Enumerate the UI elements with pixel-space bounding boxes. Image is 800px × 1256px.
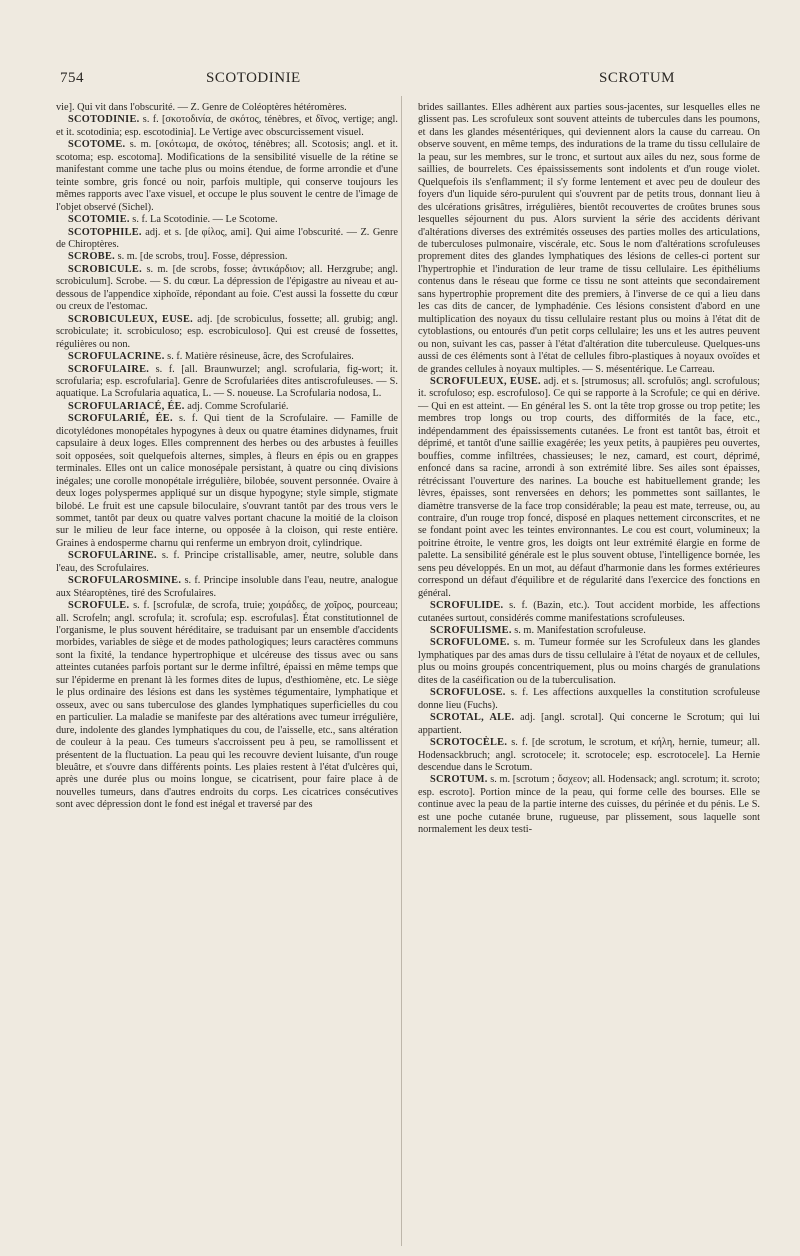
entry-text: s. f. [σκοτοδινία, de σκότος, ténèbres, et δῖνος, vertige; angl. et it. scotodinia; esp. escotodinia]. Le Vertige avec obscurcissement visuel. xyxy=(56,114,398,138)
entry-text: s. f. [de scrotum, le scrotum, et κήλη, hernie, tumeur; all. Hodensackbruch; angl. scrotocele; it. scrotocele; esp. escrotocele]. La Hernie descendue dans le Scrotum. xyxy=(418,737,760,774)
entry-headword: SCOTOMIE. xyxy=(68,214,130,226)
entry-headword: SCROBICULE. xyxy=(68,263,142,275)
dictionary-entry xyxy=(418,737,760,774)
entry-text: s. f. Matière résineuse, âcre, des Scrofulaires. xyxy=(164,351,354,363)
dictionary-entry xyxy=(418,712,760,737)
dictionary-entry xyxy=(56,214,398,226)
dictionary-entry xyxy=(56,575,398,600)
page-header xyxy=(56,70,760,92)
entry-text: adj. et s. [de φίλος, ami]. Qui aime l'obscurité. — Z. Genre de Chiroptères. xyxy=(56,226,398,250)
dictionary-entry xyxy=(56,351,398,363)
dictionary-entry xyxy=(56,413,398,550)
dictionary-entry xyxy=(418,376,760,600)
entry-text: s. f. [scrofulæ, de scrofa, truie; χοιράδες, de χοῖρος, pourceau; all. Scrofeln; angl. scrofula; it. scrofula; esp. escrofulas]. État constitutionnel de l'organisme, le plus souvent héréditaire, se traduisant par un ensemble d'accidents morbides, variables de siège et de modes pathologiques; leurs caractères communs sont la fixité, la tendance hypertrophique et ulcéreuse des tissus avec ou sans atteintes cutanées parfois portant sur le derme infiltré, épaissi en même temps que sur l'épiderme en prenant là les formes dites de lupus, d'esthiomène, etc. Le siège le plus ordinaire des lésions est dans les systèmes tégumentaire, lymphatique et osseux, avec ou sans tuberculose des glandes lymphatiques superficielles du cou en particulier. La maladie se manifeste par des altérations avec tumeur irrégulière, dure, indolente des glandes lymphatiques du cou, de l'aisselle, etc., sans altération de couleur à la peau. Ces tumeurs s'accroissent peu à peu, se ramollissent et présentent de la fluctuation. La peau qui les recouvre devient luisante, d'un rouge bleuâtre, et s'ouvre dans différents points. Les plaies restent à l'état d'ulcères qui, après une durée plus ou moins longue, se cicatrisent, pour faire place à de nouvelles tumeurs, dans d'autres endroits du corps. Les cicatrices consécutives sont avec dépression dont le fond est inégal et traversé par des xyxy=(56,600,398,811)
dictionary-entry xyxy=(56,264,398,314)
dictionary-entry xyxy=(56,314,398,351)
dictionary-entry xyxy=(418,774,760,836)
entry-headword: SCROFULARIACÉ, ÉE. xyxy=(68,400,185,412)
text-columns xyxy=(56,102,760,837)
dictionary-entry xyxy=(56,401,398,413)
entry-headword: SCROBE. xyxy=(68,251,116,263)
dictionary-entry xyxy=(418,102,760,376)
entry-headword: SCROFULE. xyxy=(68,600,130,612)
entry-headword: SCOTOME. xyxy=(68,139,126,151)
entry-text: brides saillantes. Elles adhèrent aux parties sous-jacentes, sur lesquelles elles ne glissent pas. Les scrofuleux sont souvent atteints de tubercules dans les poumons, et dans les glandes mésentériques, qui deviennent alors la cause du carreau. On observe souvent, en même temps, des indurations de la trame du tissu cellulaire de la peau, sur les membres, sur le tronc, et surtout aux ailes du nez, sous forme de saillies, de bourrelets. Ces épaississements sont indolents et d'un rouge violet. Quelquefois ils s'enflamment; il s'y forme lentement et avec peu de douleur des foyers d'un liquide séro-purulent qui s'ouvrent par de petits trous, donnant lieu à des ulcérations grisâtres, irrégulières, bientôt recouvertes de croûtes brunes sous lesquelles séjournent du pus. Alors survient la série des accidents dérivant d'altérations diverses des extrémités osseuses des parties molles des articulations, de tuberculoses pulmonaire, viscérale, etc. Sous le nom d'altérations scrofuleuses proprement dites des glandes lymphatiques des lésions de celles-ci portent sur l'hypertrophie et l'induration de leur trame de tissu cellulaire. Les épithéliums contenus dans le réseau que forme ce tissu ne sont atteints que secondairement sans hypertrophie proprement dite des premiers, à l'inverse de ce qui a lieu dans les cas dits de cancer, de lymphadénie. Ces lésions consistent d'abord en une multiplication des noyaux du tissu cellulaire restant plus ou moins à l'état dit de cytoblastions, ou entourés d'un petit corps cellulaire; les uns et les autres peuvent ou non, suivant les cas, passer à l'état d'altération dite tuberculeuse. Quelques-uns aussi de ces éléments sont à l'état de cellules fibro-plastiques à noyaux ovoïdes et de grandes cellules à noyaux multiples. — S. mésentérique. Le Carreau. xyxy=(418,102,760,375)
entry-text: s. f. La Scotodinie. — Le Scotome. xyxy=(129,214,278,226)
entry-text: s. m. [scrotum ; ὄσχεον; all. Hodensack; angl. scrotum; it. scroto; esp. escroto]. Portion mince de la peau, qui forme celle des bourses. Elle se continue avec la peau de la partie interne des cuisses, du périnée et du pénis. Le S. est une poche cutanée brune, rugueuse, par plissement, sous laquelle sont normalement les deux testi- xyxy=(418,774,760,836)
entry-text: adj. [de scrobiculus, fossette; all. grubig; angl. scrobiculate; it. scrobiculoso; esp. escrobiculoso]. Qui est creusé de fossettes, régulières ou non. xyxy=(56,313,398,350)
dictionary-entry xyxy=(56,364,398,401)
entry-text: s. m. Manifestation scrofuleuse. xyxy=(511,625,646,637)
entry-text: s. f. Principe insoluble dans l'eau, neutre, analogue aux Stéaroptènes, tiré des Scrofulaires. xyxy=(56,575,398,599)
entry-headword: SCROFULACRINE. xyxy=(68,351,165,363)
entry-text: adj. Comme Scrofularié. xyxy=(184,400,289,412)
left-column xyxy=(56,102,398,837)
entry-headword: SCROFULAROSMINE. xyxy=(68,575,182,587)
entry-headword: SCROBICULEUX, EUSE. xyxy=(68,313,193,325)
right-column xyxy=(418,102,760,837)
entry-headword: SCOTODINIE. xyxy=(68,114,140,126)
entry-text: s. f. Qui tient de la Scrofulaire. — Famille de dicotylédones monopétales hypogynes à deux ou quatre étamines didynames, fruit capsulaire à deux loges. Elles comprennent des herbes ou des arbustes à feuilles soit opposées, soit quelquefois alternes, simples, à fleurs en épis ou en grappes terminales. Elles ont un calice monosépale persistant, à quatre ou cinq divisions inégales; une corolle monopétale irrégulière, bilobée, souvent personnée. Ovaire à deux loges polyspermes appliqué sur un disque hypogyne; style simple, stigmate bilobé. Le fruit est une capsule biloculaire, s'ouvrant tantôt par des trous vers le sommet, tantôt par deux ou quatre valves portant chacune la moitié de la cloison sur le milieu de leur face interne, ou opposée à la cloison, qui reste entière. Graines à endosperme charnu qui renferme un embryon droit, cylindrique. xyxy=(56,413,398,549)
page-number: 754 xyxy=(60,70,84,86)
entry-headword: SCROTOCÈLE. xyxy=(430,737,508,749)
entry-text: s. m. [σκότωμα, de σκότος, ténèbres; all. Scotosis; angl. et it. scotoma; esp. escotoma]. Modifications de la sensibilité visuelle de la rétine se manifestant comme une tache plus ou moins étendue, de forme arrondie et d'une teinte sombre, gris foncé ou noir, parfois multiple, qui conserve toujours les mêmes rapports avec l'axe visuel, et occupe le plus souvent le centre de l'image de l'objet observé (Sichel). xyxy=(56,139,398,213)
entry-text: adj. et s. [strumosus; all. scrofulös; angl. scrofulous; it. scrofuloso; esp. escrofuloso]. Ce qui se rapporte à la Scrofule; ce qui en dérive. — Qui en est atteint. — En général les S. ont la tête trop grosse ou trop petite; les membres trop longs ou trop courts, des difformités de la face, etc., indépendamment des épaississements cutanées. Le front est tantôt bas, étroit et déprimé, et tantôt d'une saillie exagérée; les yeux petits, à paupières peu ouvertes, bouffies, comme infiltrées, chassieuses; le nez, camard, est court, déprimé, enfoncé dans sa racine, arrondi à son extrémité libre. Ses ailes sont épaisses, rétrécissant l'ouverture des narines. La bouche est habituellement grande; les lèvres, épaisses, sont renversées en dehors; les pommettes sont saillantes, le diamètre transverse de la face trop considérable; la peau est mate, terreuse, ou, au contraire, d'un rouge trop foncé, disposé en plaques nettement circonscrites, et ne se fondant point avec les teintes environnantes. Le cou est court, volumineux; la poitrine étroite, le ventre gros, les doigts ont leur extrémité élargie en forme de palette. La sensibilité générale est le plus souvent obtuse, l'intelligence bornée, les sens peu développés. En un mot, au défaut d'harmonie dans les formes extérieures correspond un défaut d'équilibre et de régularité dans l'exercice des fonctions en général. xyxy=(418,375,760,599)
dictionary-entry xyxy=(56,102,398,114)
entry-headword: SCROFULARINE. xyxy=(68,550,157,562)
dictionary-entry xyxy=(418,600,760,625)
right-running-head: SCROTUM xyxy=(599,70,676,86)
entry-text: s. f. [all. Braunwurzel; angl. scrofularia, fig-wort; it. scrofularia; esp. escrofularia]. Genre de Scrofulariées dites antiscrofuleuses. — S. aquatique. La Scrofularia aquatica, L. — S. noueuse. La Scrofularia nodosa, L. xyxy=(56,363,398,400)
dictionary-entry xyxy=(56,600,398,812)
dictionary-entry xyxy=(56,227,398,252)
dictionary-entry xyxy=(418,625,760,637)
dictionary-entry xyxy=(56,139,398,214)
entry-headword: SCROFULEUX, EUSE. xyxy=(430,375,541,387)
entry-text: s. m. Tumeur formée sur les Scrofuleux dans les glandes lymphatiques par des amas durs de tissu cellulaire à l'état de noyaux et de cellules, plus ou moins groupés concentriquement, plus ou moins chargés de granulations dites de la caséification ou de la tuberculisation. xyxy=(418,637,760,686)
entry-text: vie]. Qui vit dans l'obscurité. — Z. Genre de Coléoptères hétéromères. xyxy=(56,102,347,113)
entry-headword: SCROTAL, ALE. xyxy=(430,712,515,724)
entry-text: s. f. Les affections auxquelles la constitution scrofuleuse donne lieu (Fuchs). xyxy=(418,687,760,711)
left-running-head: SCOTODINIE xyxy=(206,70,301,86)
entry-headword: SCOTOPHILE. xyxy=(68,226,142,238)
dictionary-entry xyxy=(56,251,398,263)
dictionary-entry xyxy=(418,637,760,687)
entry-headword: SCROFULOME. xyxy=(430,637,510,649)
entry-headword: SCROFULOSE. xyxy=(430,687,506,699)
entry-headword: SCROFULARIÉ, ÉE. xyxy=(68,413,173,425)
entry-text: s. m. [de scrobs, trou]. Fosse, dépression. xyxy=(115,251,288,263)
entry-headword: SCROFULAIRE. xyxy=(68,363,150,375)
dictionary-entry xyxy=(56,550,398,575)
column-divider xyxy=(401,96,402,1246)
dictionary-entry xyxy=(418,687,760,712)
entry-text: s. f. (Bazin, etc.). Tout accident morbide, les affections cutanées surtout, considérés comme manifestations scrofuleuses. xyxy=(418,600,760,624)
entry-text: s. m. [de scrobs, fosse; ἀντικάρδιον; all. Herzgrube; angl. scrobiculum]. Scrobe. — S. du cœur. La dépression de l'épigastre au niveau et au-dessous de l'appendice xiphoïde, répondant au foie. C'est aussi la fossette du cœur ou creux de l'estomac. xyxy=(56,263,398,313)
entry-text: s. f. Principe cristallisable, amer, neutre, soluble dans l'eau, des Scrofulaires. xyxy=(56,550,398,574)
entry-text: adj. [angl. scrotal]. Qui concerne le Scrotum; qui lui appartient. xyxy=(418,712,760,736)
entry-headword: SCROFULIDE. xyxy=(430,600,504,612)
entry-headword: SCROTUM. xyxy=(430,774,488,786)
dictionary-entry xyxy=(56,114,398,139)
entry-headword: SCROFULISME. xyxy=(430,625,512,637)
